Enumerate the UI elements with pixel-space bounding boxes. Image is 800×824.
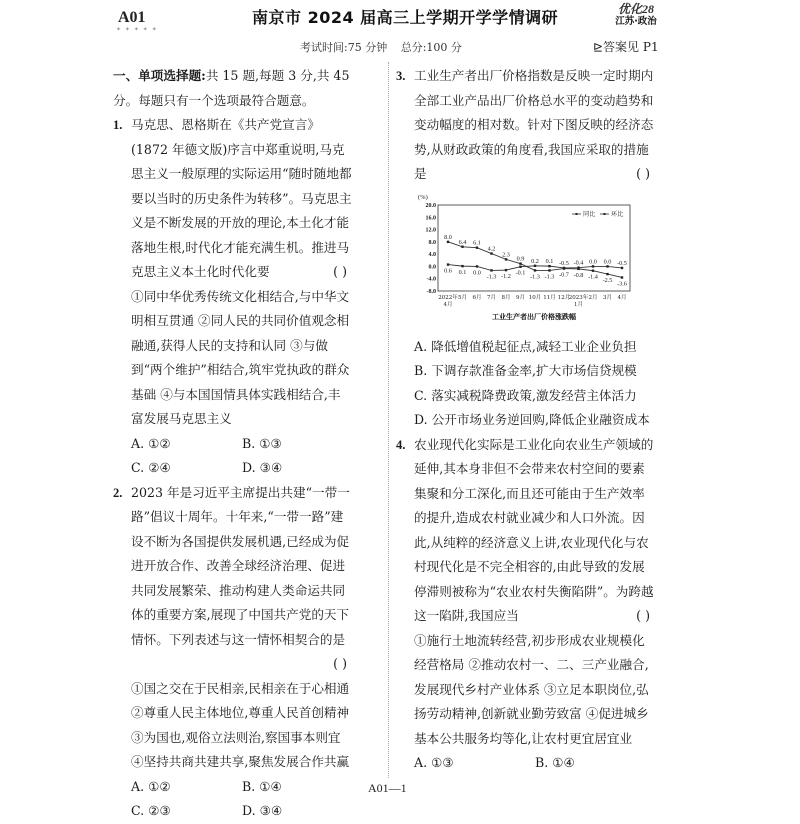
data-point [519,265,521,267]
data-point [505,258,507,260]
question-stem: 工业生产者出厂价格指数是反映一定时期内全部工业产品出厂价格总水平的变动趋势和变动幅度的相对数。针对下图反映的经济态势,从财政政策的角度看,我国应采取的措施是 [414,68,654,181]
statement-1: ①国之交在于民相亲,民相亲在于心相通 [131,680,350,696]
answer-reference: ⊵答案见 P1 [593,40,659,54]
data-point [505,268,507,270]
data-point [476,265,478,267]
legend-label: 同比 [583,210,596,218]
x-tick-label: 2023年 [568,294,589,301]
data-point [621,266,623,268]
question-2 [113,481,353,653]
question-1 [113,113,353,285]
logo-subject: 江苏·政治 [615,16,657,27]
x-tick-sublabel: 4月 [443,301,453,308]
question-stem: 2023 年是习近平主席提出共建“一带一路”倡议十周年。十年来,“一带一路”建设不断为各国提供发展机遇,已经成为促进开放合作、改善全球经济治理、促进共同发展繁荣、推动构建人类命运共同体的重要方案,展现了中国共产党的天下情怀。下列表述与这一情怀相契合的是 [131,484,350,647]
data-label: -1.4 [588,273,598,281]
question-4 [396,433,656,629]
question-2-options [113,775,353,824]
page-header [0,0,800,60]
chart-title: 工业生产者出厂价格涨跌幅 [492,312,576,321]
legend-label: 环比 [611,210,624,218]
legend-marker-icon [604,213,606,215]
data-point [476,246,478,248]
x-tick-label: 6月 [472,294,482,301]
data-point [534,264,536,266]
y-tick-label: -4.0 [426,276,436,283]
data-point [606,265,608,267]
x-tick-label: 4月 [617,294,627,301]
exam-info [300,39,472,55]
statement-4: ④坚持共商共建共享,聚焦发展合作共赢 [131,754,350,769]
data-label: -2.5 [602,276,613,284]
publisher-logo [606,3,666,28]
x-tick-label: 10月 [528,294,542,301]
answer-bracket: ( ) [333,656,347,671]
right-column [396,64,656,776]
question-1-statements: ①同中华优秀传统文化相结合,与中华文明相互贯通 ②同人民的共同价值观念相融通,获得人民的支持和认同 ③与做到“两个维护”相结合,筑牢党执政的群众基础 ④与本国国情具体实践相结合,丰富发展马克思主义 [131,288,350,426]
y-tick-label: 8.0 [428,239,436,246]
page-number: A01—1 [368,781,407,795]
y-tick-label: -8.0 [426,288,436,295]
data-label: -1.3 [486,272,497,280]
total-score: 总分:100 分 [400,41,462,54]
x-tick-label: 7月 [487,294,496,301]
x-tick-label: 11月 [543,294,556,301]
data-point [461,245,463,247]
question-number: 1. [113,118,123,132]
data-label: 2.3 [502,250,510,258]
y-tick-label: 4.0 [428,251,436,258]
data-point [490,269,492,271]
data-label: -0.7 [559,271,569,279]
option-c[interactable]: C. ②③ [131,803,171,818]
data-point [592,265,594,267]
data-point [534,269,536,271]
data-label: 4.2 [487,245,496,253]
data-label: 0.9 [516,255,525,263]
x-tick-label: 12月 [557,294,571,301]
column-divider [388,62,389,778]
answer-bracket: ( ) [636,166,650,181]
option-b[interactable]: B. ①④ [535,755,575,770]
y-tick-label: 16.0 [425,214,436,221]
data-label: -0.8 [573,271,584,279]
data-point [519,262,521,264]
option-b[interactable]: B. ①④ [242,778,282,794]
data-label: -0.1 [515,269,526,277]
option-a[interactable]: A. ①② [131,435,171,451]
statement-2: ②尊重人民主体地位,尊重人民首创精神 [131,705,350,720]
data-point [592,269,594,271]
data-label: 0.1 [458,268,467,276]
exam-time: 考试时间:75 分钟 [300,41,388,54]
data-point [461,264,463,266]
x-tick-label: 3月 [603,294,612,301]
data-label: -1.3 [544,272,555,280]
answer-bracket: ( ) [636,608,650,623]
question-stem: 马克思、恩格斯在《共产党宣言》(1872 年德文版)序言中郑重说明,马克思主义一般原理的实际运用“随时随地都要以当时的历史条件为转移”。马克思主义是不断发展的开放的理论,本土化才能落地生根,时代化才能充满生机。推进马克思主义本土化时代化要 [131,117,352,279]
data-point [563,266,565,268]
x-tick-label: 5月 [458,294,467,301]
data-point [447,263,449,265]
question-4-options [396,751,656,776]
question-1-options [113,432,353,481]
legend-marker-icon [576,213,578,215]
question-4-statements: ①施行土地流转经营,初步形成农业规模化经营格局 ②推动农村一、二、三产业融合,发展现代乡村产业体系 ③立足本职岗位,弘扬劳动精神,创新就业勤劳致富 ④促进城乡基本公共服务均等化,让农村更宜居宜业 [414,632,649,746]
data-label: -0.4 [573,259,584,267]
x-tick-sublabel: 1月 [574,301,583,308]
data-label: 0.2 [531,257,539,265]
data-label: 0.0 [589,257,597,265]
option-a[interactable]: A. ①② [131,778,171,794]
y-tick-label: 12.0 [425,227,436,234]
question-3 [396,64,656,187]
data-label: -1.3 [530,272,540,280]
x-tick-label: 2月 [588,294,598,301]
data-label: -1.2 [501,272,511,280]
question-stem: 农业现代化实际是工业化向农业生产领域的延伸,其本身非但不会带来农村空间的要素集聚和分工深化,而且还可能由于生产效率的提升,造成农村就业减少和人口外流。因此,从纯粹的经济意义上讲,农业现代化与农村现代化是不完全相容的,由此导致的发展停滞则被称为“农业农村失衡陷阱”。为跨越这一陷阱,我国应当 [414,436,654,623]
data-label: 0.1 [545,257,554,265]
data-label: 6.4 [458,238,467,246]
y-axis-unit: (%) [418,193,428,201]
data-label: 6.1 [473,239,481,247]
question-number: 4. [396,437,406,452]
question-number: 3. [396,69,406,83]
data-point [621,276,623,278]
data-point [606,272,608,274]
section-title: 一、单项选择题: [113,68,206,83]
section-heading [113,64,353,113]
option-d[interactable]: D. ③④ [242,460,283,475]
data-label: -3.6 [617,279,627,287]
answer-bracket: ( ) [333,264,347,279]
data-label: 8.0 [444,233,452,241]
x-tick-label: 2022年 [438,294,458,301]
data-label: 0.0 [603,257,612,265]
question-number: 2. [113,485,123,500]
data-label: 0.0 [473,268,481,276]
statement-3: ③为国也,观俗立法则治,察国事本则宜 [131,729,341,745]
data-label: -0.5 [559,259,569,267]
paper-code-badge: A01 [118,9,146,26]
data-label: -0.5 [617,259,627,267]
section-description: 共 15 题,每题 3 分,共 45 分。每题只有一个选项最符合题意。 [113,68,350,108]
data-point [447,240,449,242]
chart-canvas [416,191,636,331]
x-tick-label: 9月 [516,294,525,301]
option-c[interactable]: C. ②④ [131,460,171,475]
data-point [548,264,550,266]
option-a[interactable]: A. ①③ [414,755,454,770]
x-tick-label: 8月 [501,294,511,301]
ppi-line-chart [416,191,636,331]
option-d[interactable]: D. ③④ [242,803,283,818]
option-b[interactable]: B. ①③ [242,435,282,451]
decorative-stars-icon: ✦ ✦ ✦ ✦ ✦ [116,26,158,33]
y-tick-label: 0.0 [428,263,436,270]
data-point [490,252,492,254]
y-tick-label: 20.0 [425,202,436,209]
data-point [548,269,550,271]
logo-brand: 优化28 [617,2,654,16]
data-label: 0.6 [444,267,452,275]
option-b[interactable]: B. 下调存款准备金率,扩大市场信贷规模 [414,363,637,378]
option-c[interactable]: C. 落实减税降费政策,激发经营主体活力 [414,387,637,403]
page-title: 南京市 2024 届高三上学期开学学情调研 [252,8,559,27]
option-a[interactable]: A. 降低增值税起征点,减轻工业企业负担 [414,338,637,354]
data-point [577,266,579,268]
option-d[interactable]: D. 公开市场业务逆回购,降低企业融资成本 [414,412,650,427]
left-column [113,64,353,824]
